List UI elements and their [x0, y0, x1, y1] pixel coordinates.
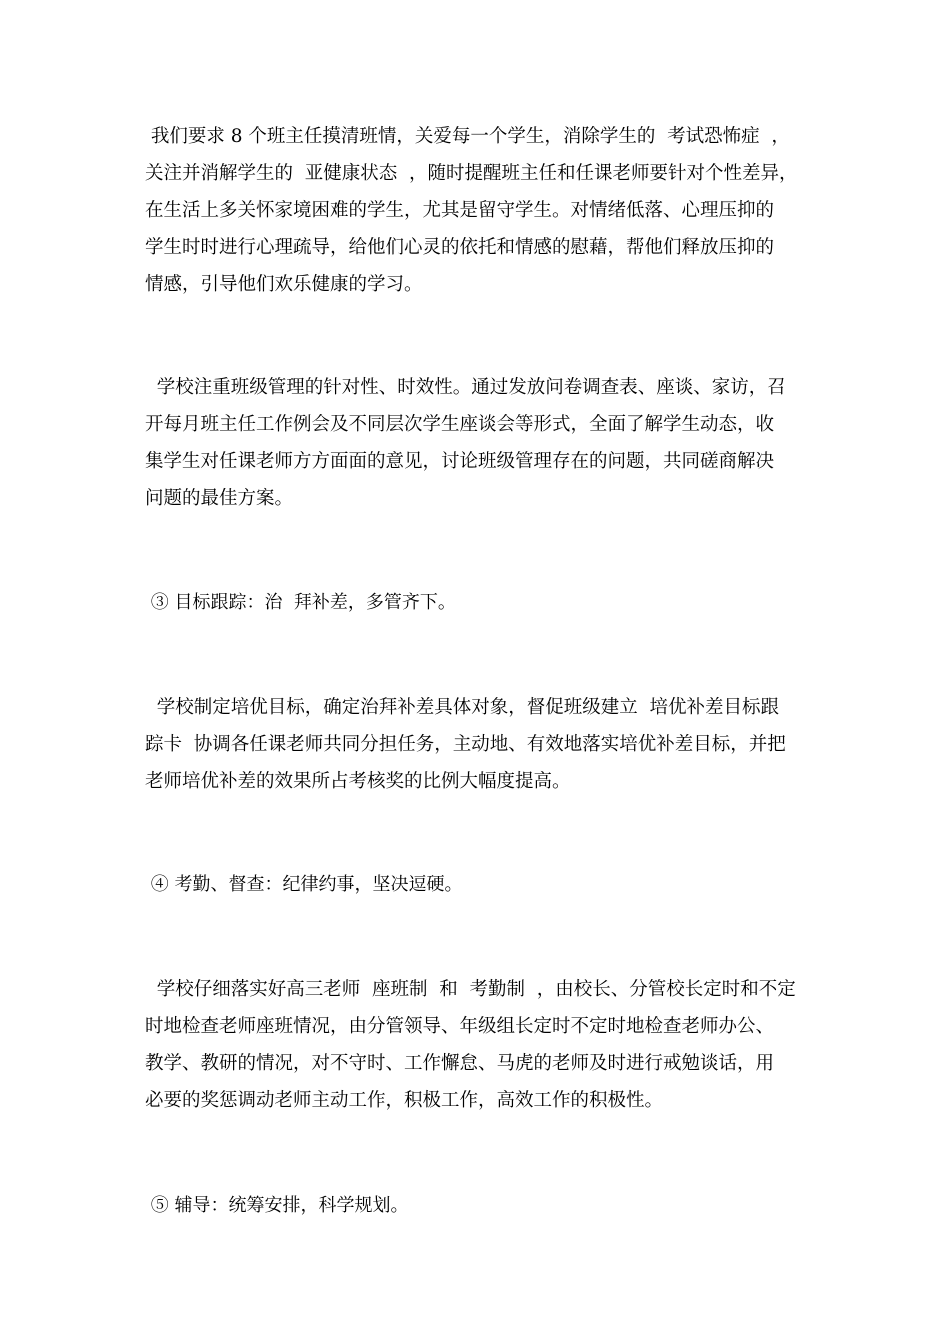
section-heading-attendance: [145, 866, 815, 903]
paragraph-attendance: [145, 971, 815, 1119]
section-heading-tutoring: [145, 1187, 815, 1224]
text-line: 问题的最佳方案。: [145, 488, 294, 509]
heading-text: ③ 目标跟踪：治 拜补差，多管齐下。: [145, 592, 456, 613]
text-line: 关注并消解学生的 亚健康状态 ，随时提醒班主任和任课老师要针对个性差异，: [145, 163, 798, 184]
text-line: 时地检查老师座班情况，由分管领导、年级组长定时不定时地检查老师办公、: [145, 1016, 775, 1037]
paragraph-class-management: [145, 369, 815, 517]
text-line: 踪卡 协调各任课老师共同分担任务，主动地、有效地落实培优补差目标，并把: [145, 734, 786, 755]
heading-text: ④ 考勤、督查：纪律约事，坚决逗硬。: [145, 874, 463, 895]
text-line: 学生时时进行心理疏导，给他们心灵的依托和情感的慰藉，帮他们释放压抑的: [145, 237, 775, 258]
paragraph-goal-tracking: [145, 689, 815, 800]
text-line: 老师培优补差的效果所占考核奖的比例大幅度提高。: [145, 771, 571, 792]
text-line: 必要的奖惩调动老师主动工作，积极工作，高效工作的积极性。: [145, 1090, 664, 1111]
heading-text: ⑤ 辅导：统筹安排，科学规划。: [145, 1195, 409, 1216]
text-line: 学校注重班级管理的针对性、时效性。通过发放问卷调查表、座谈、家访，召: [145, 377, 786, 398]
text-line: 学校仔细落实好高三老师 座班制 和 考勤制 ，由校长、分管校长定时和不定: [145, 979, 796, 1000]
text-line: 学校制定培优目标，确定治拜补差具体对象，督促班级建立 培优补差目标跟: [145, 697, 780, 718]
text-line: 教学、教研的情况，对不守时、工作懈怠、马虎的老师及时进行戒勉谈话，用: [145, 1053, 775, 1074]
text-line: 在生活上多关怀家境困难的学生，尤其是留守学生。对情绪低落、心理压抑的: [145, 200, 775, 221]
text-line: 我们要求 8 个班主任摸清班情，关爱每一个学生，消除学生的 考试恐怖症 ，: [145, 126, 790, 147]
text-line: 集学生对任课老师方方面面的意见，讨论班级管理存在的问题，共同磋商解决: [145, 451, 775, 472]
text-line: 情感，引导他们欢乐健康的学习。: [145, 274, 423, 295]
text-line: 开每月班主任工作例会及不同层次学生座谈会等形式，全面了解学生动态，收: [145, 414, 775, 435]
section-heading-goal-tracking: [145, 584, 815, 621]
paragraph-care-for-students: [145, 118, 815, 303]
